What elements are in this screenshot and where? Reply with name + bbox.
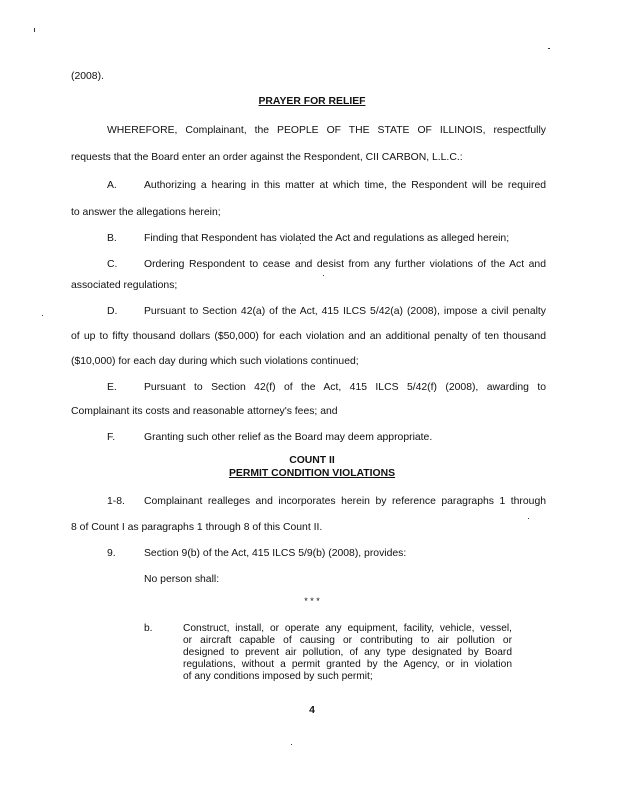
item-a-label: A. (107, 180, 117, 191)
item-f-line-1: Granting such other relief as the Board may deem appropriate. (144, 432, 433, 443)
item-d-label: D. (107, 306, 118, 317)
quote-line-4: regulations, without a permit granted by the Agency, or in violation (183, 659, 512, 670)
item-c-label: C. (107, 259, 118, 270)
para-1-8-line-2: 8 of Count I as paragraphs 1 through 8 of this Count II. (71, 522, 323, 533)
item-b-line-1: Finding that Respondent has violated the Act and regulations as alleged herein; (144, 233, 510, 244)
item-a-line-2: to answer the allegations herein; (71, 207, 221, 218)
para-9-label: 9. (107, 548, 116, 559)
quote-line-2: or aircraft capable of causing or contributing to air pollution or (183, 635, 512, 646)
wherefore-line-2: requests that the Board enter an order against the Respondent, CII CARBON, L.L.C.: (71, 152, 463, 163)
item-b-label: B. (107, 233, 117, 244)
item-d-line-2: of up to fifty thousand dollars ($50,000) for each violation and an additional penalty of ten thousand (71, 331, 546, 342)
ellipsis-asterisks: * * * (304, 596, 320, 606)
item-d-line-1: Pursuant to Section 42(a) of the Act, 415 ILCS 5/42(a) (2008), impose a civil penalty (144, 306, 546, 317)
quote-line-1: Construct, install, or operate any equipment, facility, vehicle, vessel, (183, 623, 512, 634)
prayer-heading: PRAYER FOR RELIEF (258, 96, 366, 107)
scan-mark (323, 275, 324, 276)
wherefore-line-1: WHEREFORE, Complainant, the PEOPLE OF THE STATE OF ILLINOIS, respectfully (107, 125, 546, 136)
scan-mark (291, 744, 292, 745)
item-c-line-2: associated regulations; (71, 280, 178, 291)
item-f-label: F. (107, 432, 116, 443)
item-e-line-1: Pursuant to Section 42(f) of the Act, 415 ILCS 5/42(f) (2008), awarding to (144, 382, 546, 393)
scan-mark (528, 518, 529, 519)
item-c-line-1: Ordering Respondent to cease and desist from any further violations of the Act and (144, 259, 546, 270)
scan-mark (34, 28, 35, 32)
item-d-line-3: ($10,000) for each day during which such violations continued; (71, 356, 359, 367)
item-e-line-2: Complainant its costs and reasonable attorney's fees; and (71, 406, 338, 417)
continued-citation: (2008). (71, 71, 104, 82)
scan-mark (548, 48, 550, 49)
item-e-label: E. (107, 382, 117, 393)
para-9-intro: No person shall: (144, 574, 220, 585)
para-1-8-line-1: Complainant realleges and incorporates herein by reference paragraphs 1 through (144, 496, 546, 507)
count-subheading: PERMIT CONDITION VIOLATIONS (228, 468, 396, 479)
quote-label: b. (144, 623, 153, 634)
para-9-line-1: Section 9(b) of the Act, 415 ILCS 5/9(b) (2008), provides: (144, 548, 407, 559)
item-a-line-1: Authorizing a hearing in this matter at which time, the Respondent will be required (144, 180, 546, 191)
para-1-8-label: 1-8. (107, 496, 125, 507)
quote-line-5: of any conditions imposed by such permit; (183, 671, 373, 682)
page-number: 4 (309, 705, 315, 716)
quote-line-3: designed to prevent air pollution, of any type designated by Board (183, 647, 512, 658)
scan-mark (42, 315, 43, 316)
count-heading: COUNT II (289, 455, 335, 466)
